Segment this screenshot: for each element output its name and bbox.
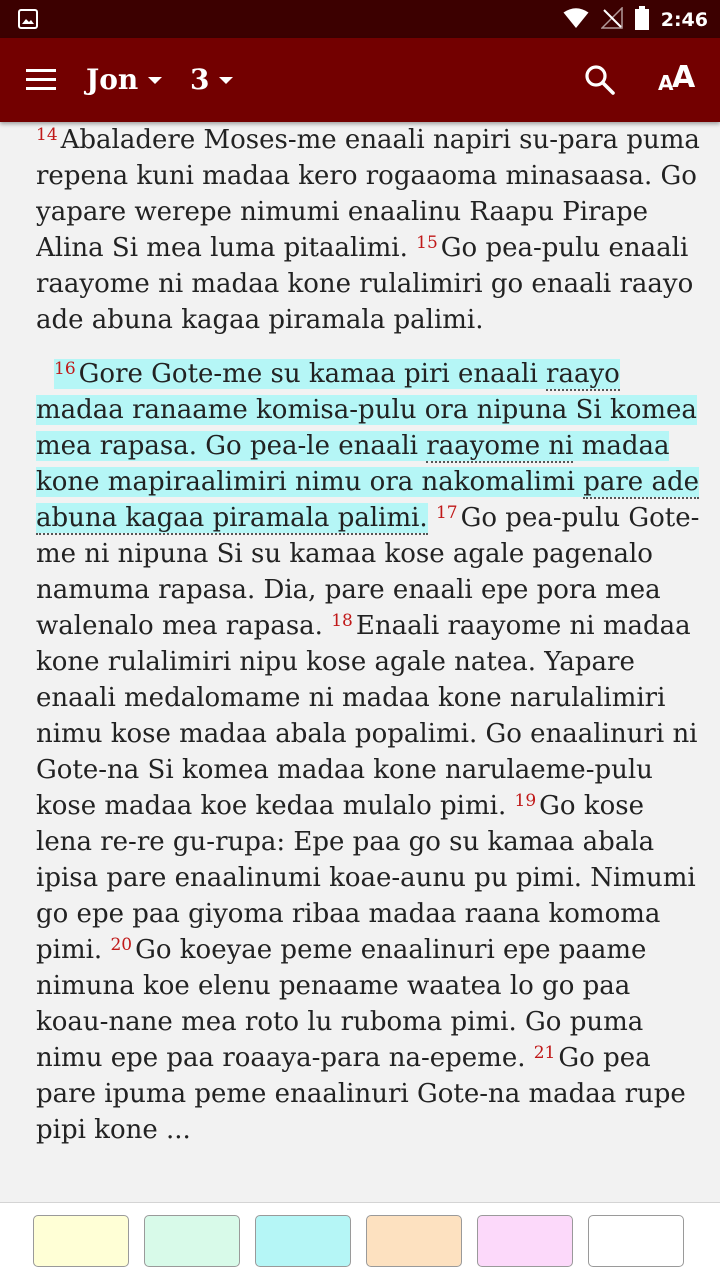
verse-text[interactable]: Enaali raayome ni madaa kone rulalimiri nipu kose agale natea. Yapare enaali medalomame ni madaa kone narulalimiri nimu kose madaa abala popalimi. Go enaalinuri ni Gote-na Si komea madaa kone narulaeme-pulu kose madaa koe kedaa mulalo pimi. [36,611,698,821]
verse-text: madaa ranaame komisa-pulu ora nipuna Si komea mea rapasa. Go pea-le enaali [36,395,697,461]
verse-number[interactable]: 21 [533,1043,556,1063]
chapter-number: 3 [190,63,210,96]
highlight-swatch-orange[interactable] [366,1215,462,1267]
verse-number: 16 [54,359,76,379]
highlight-color-bar [0,1202,720,1281]
app-bar [0,38,720,122]
verse-text: Gore Gote-me su kamaa piri enaali [78,359,547,389]
highlight-swatch-white[interactable] [588,1215,684,1267]
paragraph [36,122,700,338]
verse-number[interactable]: 17 [435,503,458,523]
image-icon [18,9,38,33]
verse-text[interactable]: Go pea-pulu Gote-me ni nipuna Si su kamaa kose agale pagenalo namuma rapasa. Dia, pare enaali epe pora mea walenalo mea rapasa. [36,503,700,641]
paragraph [36,356,700,1148]
verse-number[interactable]: 19 [514,791,537,811]
book-selector[interactable] [86,60,162,100]
verse-number[interactable]: 18 [331,611,353,631]
verse-text[interactable]: Go kose lena re-re gu-rupa: Epe paa go su kamaa abala ipisa pare enaalinumi koae-aunu pu pimi. Nimumi go epe paa giyoma ribaa madaa raana komoma pimi. [36,791,696,965]
text-size-small-a: A [658,71,674,95]
status-bar [0,0,720,38]
highlight-swatch-yellow[interactable] [33,1215,129,1267]
dropdown-caret-icon [148,77,162,84]
verse-text: madaa kone mapiraalimiri nimu ora nakomalimi [36,431,670,497]
highlight-swatch-green[interactable] [144,1215,240,1267]
verse-number[interactable]: 20 [110,935,133,955]
status-time: 2:46 [660,9,708,31]
highlight-swatch-pink[interactable] [477,1215,573,1267]
verse-text[interactable]: Go koeyae peme enaalinuri epe paame nimuna koe elenu penaame waatea lo go paa koau-nane mea roto lu ruboma pimi. Go puma nimu epe paa roaaya-para na-epeme. [36,935,647,1073]
highlight-swatch-blue[interactable] [255,1215,351,1267]
text-size-large-a: A [672,60,696,95]
no-signal-icon [601,7,623,33]
verse-number[interactable]: 14 [36,125,58,145]
verse-text[interactable]: Go pea pare ipuma peme enaalinuri Gote-na madaa rupe pipi kone ... [36,1043,686,1145]
search-icon[interactable] [582,62,618,98]
scripture-content[interactable] [36,122,700,1202]
menu-icon[interactable] [26,67,58,93]
linked-term[interactable]: raayo [546,359,620,389]
linked-term[interactable]: pare ade abuna kagaa piramala palimi. [36,467,699,533]
book-name: Jon [86,63,139,96]
verse-text[interactable]: Abaladere Moses-me enaali napiri su-para puma repena kuni madaa kero rogaaoma minasaasa. Go yapare werepe nimumi enaalinu Raapu Pirape Alina Si mea luma pitaalimi. [36,125,700,263]
text-size-icon[interactable] [656,58,704,102]
battery-icon [635,6,649,34]
verse-number[interactable]: 15 [416,233,438,253]
linked-term[interactable]: raayome ni [426,431,574,461]
verse-text[interactable]: Go pea-pulu enaali raayome ni madaa kone rulalimiri go enaali raayo ade abuna kagaa piramala palimi. [36,233,694,335]
dropdown-caret-icon [219,77,233,84]
wifi-icon [563,7,589,33]
chapter-selector[interactable] [190,60,233,100]
